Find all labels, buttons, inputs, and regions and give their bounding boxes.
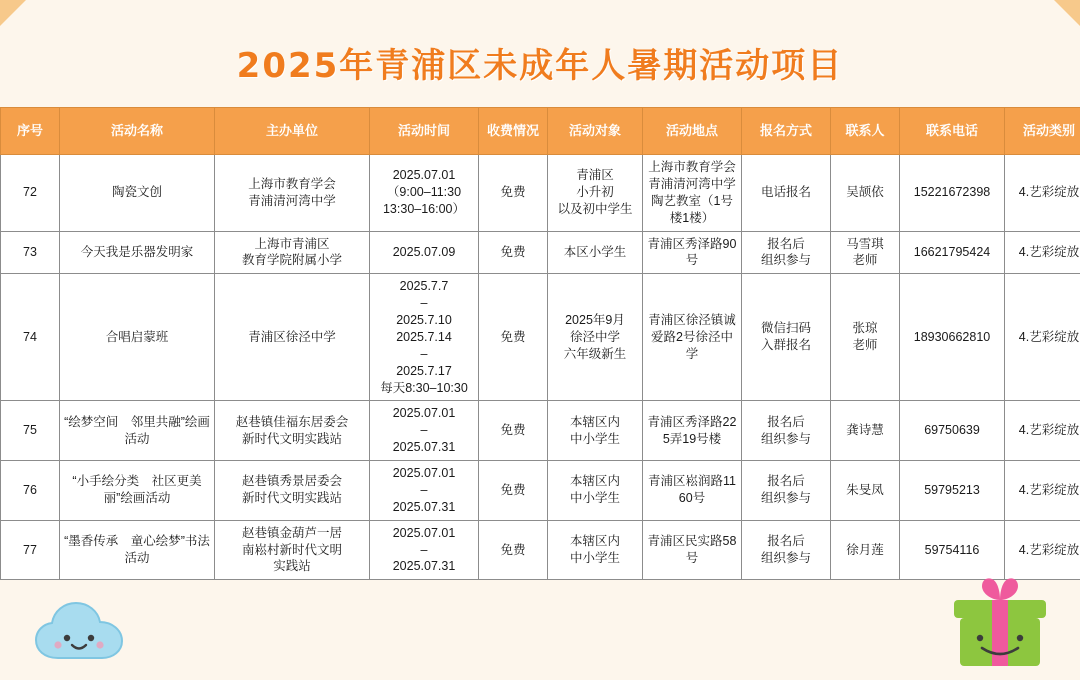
cell-signup: 报名后 组织参与 [742, 401, 831, 461]
cell-signup: 报名后 组织参与 [742, 520, 831, 580]
cell-name: 陶瓷文创 [60, 155, 215, 232]
cell-location: 青浦区崧润路1160号 [643, 461, 742, 521]
cell-audience: 本辖区内 中小学生 [548, 461, 643, 521]
cell-organizer: 赵巷镇秀景居委会 新时代文明实践站 [215, 461, 370, 521]
cell-signup: 电话报名 [742, 155, 831, 232]
cell-contact: 吴颉依 [831, 155, 900, 232]
cell-category: 4.艺彩绽放 [1005, 274, 1080, 401]
column-header-time: 活动时间 [370, 108, 479, 155]
cell-organizer: 青浦区徐泾中学 [215, 274, 370, 401]
cell-time: 2025.7.7 – 2025.7.10 2025.7.14 – 2025.7.17 每天8:30–10:30 [370, 274, 479, 401]
page-title: 2025年青浦区未成年人暑期活动项目 [236, 46, 844, 86]
cell-contact: 张琼 老师 [831, 274, 900, 401]
cell-phone: 59795213 [900, 461, 1005, 521]
cell-time: 2025.07.01 – 2025.07.31 [370, 461, 479, 521]
cell-name: 合唱启蒙班 [60, 274, 215, 401]
cell-fee: 免费 [479, 461, 548, 521]
cell-seq: 72 [1, 155, 60, 232]
column-header-category: 活动类别 [1005, 108, 1080, 155]
column-header-phone: 联系电话 [900, 108, 1005, 155]
cell-location: 青浦区民实路58号 [643, 520, 742, 580]
column-header-location: 活动地点 [643, 108, 742, 155]
cell-contact: 朱旻凤 [831, 461, 900, 521]
cell-location: 青浦区秀泽路90号 [643, 231, 742, 274]
cell-category: 4.艺彩绽放 [1005, 231, 1080, 274]
cell-phone: 69750639 [900, 401, 1005, 461]
cell-time: 2025.07.09 [370, 231, 479, 274]
cell-seq: 75 [1, 401, 60, 461]
cell-organizer: 赵巷镇佳福东居委会 新时代文明实践站 [215, 401, 370, 461]
cell-seq: 77 [1, 520, 60, 580]
cell-location: 青浦区秀泽路225弄19号楼 [643, 401, 742, 461]
cell-contact: 龚诗慧 [831, 401, 900, 461]
cell-seq: 74 [1, 274, 60, 401]
cell-category: 4.艺彩绽放 [1005, 461, 1080, 521]
cell-audience: 2025年9月 徐泾中学 六年级新生 [548, 274, 643, 401]
cell-audience: 本区小学生 [548, 231, 643, 274]
cell-phone: 18930662810 [900, 274, 1005, 401]
column-header-contact: 联系人 [831, 108, 900, 155]
cell-name: “绘梦空间 邻里共融”绘画活动 [60, 401, 215, 461]
cell-audience: 青浦区 小升初 以及初中学生 [548, 155, 643, 232]
table-header [1, 108, 1080, 155]
cell-organizer: 上海市教育学会 青浦清河湾中学 [215, 155, 370, 232]
column-header-name: 活动名称 [60, 108, 215, 155]
table-header-row [1, 108, 1080, 155]
cell-time: 2025.07.01 （9:00–11:30 13:30–16:00） [370, 155, 479, 232]
table-row [1, 155, 1080, 232]
table-body [1, 155, 1080, 580]
cell-name: “墨香传承 童心绘梦”书法活动 [60, 520, 215, 580]
cell-phone: 15221672398 [900, 155, 1005, 232]
table-row [1, 401, 1080, 461]
cell-phone: 59754116 [900, 520, 1005, 580]
cell-fee: 免费 [479, 401, 548, 461]
cell-contact: 马雪琪 老师 [831, 231, 900, 274]
cell-organizer: 赵巷镇金葫芦一居 南崧村新时代文明 实践站 [215, 520, 370, 580]
cell-time: 2025.07.01 – 2025.07.31 [370, 401, 479, 461]
cell-signup: 报名后 组织参与 [742, 461, 831, 521]
corner-decoration-top-left [0, 0, 26, 26]
column-header-organizer: 主办单位 [215, 108, 370, 155]
cell-location: 上海市教育学会青浦清河湾中学陶艺教室（1号楼1楼） [643, 155, 742, 232]
cell-category: 4.艺彩绽放 [1005, 155, 1080, 232]
table-row [1, 231, 1080, 274]
corner-decoration-top-right [1054, 0, 1080, 26]
cell-name: “小手绘分类 社区更美丽”绘画活动 [60, 461, 215, 521]
cloud-mascot-icon [34, 600, 158, 662]
cell-time: 2025.07.01 – 2025.07.31 [370, 520, 479, 580]
cell-location: 青浦区徐泾镇诚爱路2号徐泾中学 [643, 274, 742, 401]
column-header-signup: 报名方式 [742, 108, 831, 155]
cell-audience: 本辖区内 中小学生 [548, 520, 643, 580]
table-row [1, 520, 1080, 580]
cell-fee: 免费 [479, 520, 548, 580]
cell-signup: 报名后 组织参与 [742, 231, 831, 274]
column-header-audience: 活动对象 [548, 108, 643, 155]
cell-category: 4.艺彩绽放 [1005, 401, 1080, 461]
cell-organizer: 上海市青浦区 教育学院附属小学 [215, 231, 370, 274]
table-row [1, 461, 1080, 521]
cell-signup: 微信扫码 入群报名 [742, 274, 831, 401]
column-header-fee: 收费情况 [479, 108, 548, 155]
table-row [1, 274, 1080, 401]
cell-fee: 免费 [479, 155, 548, 232]
gift-box-mascot-icon [946, 574, 1054, 670]
activities-table [0, 107, 1080, 580]
cell-seq: 73 [1, 231, 60, 274]
cell-audience: 本辖区内 中小学生 [548, 401, 643, 461]
cell-name: 今天我是乐器发明家 [60, 231, 215, 274]
cell-fee: 免费 [479, 231, 548, 274]
cell-seq: 76 [1, 461, 60, 521]
cell-contact: 徐月莲 [831, 520, 900, 580]
cell-fee: 免费 [479, 274, 548, 401]
cell-category: 4.艺彩绽放 [1005, 520, 1080, 580]
cell-phone: 16621795424 [900, 231, 1005, 274]
column-header-seq: 序号 [1, 108, 60, 155]
